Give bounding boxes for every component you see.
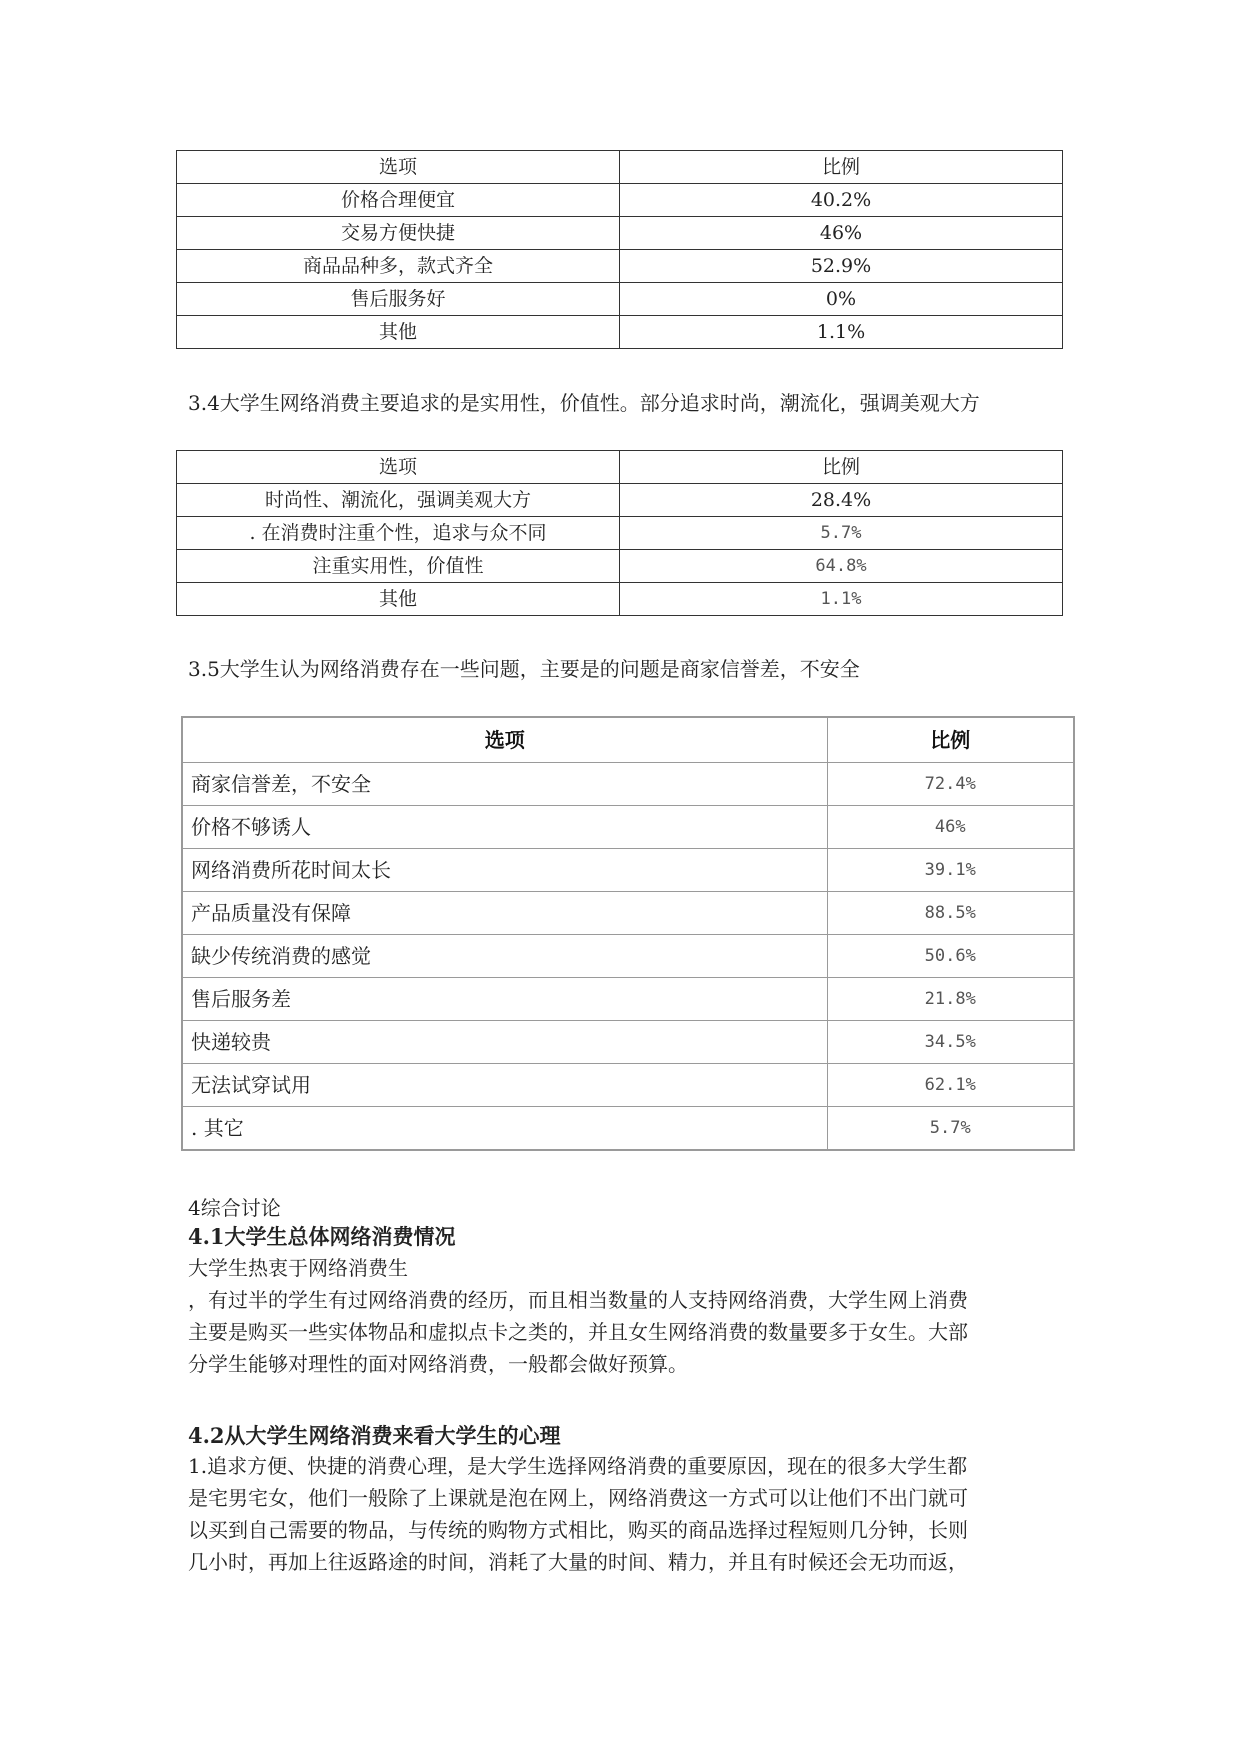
ratio-cell: 1.1% bbox=[620, 583, 1063, 616]
section-4-2-title: 4.2从大学生网络消费来看大学生的心理 bbox=[188, 1423, 561, 1448]
table-row bbox=[182, 892, 1074, 935]
option-cell: . 其它 bbox=[182, 1107, 827, 1151]
ratio-cell: 5.7% bbox=[620, 517, 1063, 550]
paragraph-line: 主要是购买一些实体物品和虚拟点卡之类的，并且女生网络消费的数量要多于女生。大部 bbox=[188, 1320, 968, 1344]
paragraph-line: 分学生能够对理性的面对网络消费，一般都会做好预算。 bbox=[188, 1352, 688, 1376]
ratio-cell: 50.6% bbox=[827, 935, 1074, 978]
section-heading-3-5: 3.5大学生认为网络消费存在一些问题，主要是的问题是商家信誉差，不安全 bbox=[188, 657, 860, 681]
option-cell: 价格合理便宜 bbox=[177, 184, 620, 217]
option-cell: 时尚性、潮流化，强调美观大方 bbox=[177, 484, 620, 517]
table-row bbox=[182, 1107, 1074, 1151]
header-ratio: 比例 bbox=[620, 151, 1063, 184]
ratio-cell: 52.9% bbox=[620, 250, 1063, 283]
table-row bbox=[177, 583, 1063, 616]
ratio-cell: 46% bbox=[620, 217, 1063, 250]
table-row bbox=[177, 250, 1063, 283]
header-option: 选项 bbox=[177, 451, 620, 484]
ratio-cell: 5.7% bbox=[827, 1107, 1074, 1151]
table-row bbox=[182, 1021, 1074, 1064]
paragraph-line: 大学生热衷于网络消费生 bbox=[188, 1256, 408, 1280]
ratio-cell: 72.4% bbox=[827, 763, 1074, 806]
table-header-row bbox=[177, 151, 1063, 184]
section-4-title: 4综合讨论 bbox=[188, 1196, 281, 1220]
ratio-cell: 39.1% bbox=[827, 849, 1074, 892]
option-cell: 产品质量没有保障 bbox=[182, 892, 827, 935]
option-cell: 售后服务差 bbox=[182, 978, 827, 1021]
ratio-cell: 34.5% bbox=[827, 1021, 1074, 1064]
option-cell: 无法试穿试用 bbox=[182, 1064, 827, 1107]
ratio-cell: 21.8% bbox=[827, 978, 1074, 1021]
table-row bbox=[177, 316, 1063, 349]
table-row bbox=[177, 517, 1063, 550]
section-4-1-body bbox=[188, 1252, 1048, 1380]
paragraph-line: ，有过半的学生有过网络消费的经历，而且相当数量的人支持网络消费，大学生网上消费 bbox=[188, 1288, 968, 1312]
table-row bbox=[177, 283, 1063, 316]
table-row bbox=[182, 1064, 1074, 1107]
ratio-cell: 40.2% bbox=[620, 184, 1063, 217]
option-cell: 价格不够诱人 bbox=[182, 806, 827, 849]
header-ratio: 比例 bbox=[827, 717, 1074, 763]
ratio-cell: 1.1% bbox=[620, 316, 1063, 349]
table-header-row bbox=[182, 717, 1074, 763]
option-cell: 网络消费所花时间太长 bbox=[182, 849, 827, 892]
table-row bbox=[182, 806, 1074, 849]
option-cell: . 在消费时注重个性，追求与众不同 bbox=[177, 517, 620, 550]
option-cell: 商品品种多，款式齐全 bbox=[177, 250, 620, 283]
ratio-cell: 46% bbox=[827, 806, 1074, 849]
ratio-cell: 64.8% bbox=[620, 550, 1063, 583]
paragraph-line: 几小时，再加上往返路途的时间，消耗了大量的时间、精力，并且有时候还会无功而返， bbox=[188, 1550, 968, 1574]
option-cell: 其他 bbox=[177, 316, 620, 349]
option-cell: 注重实用性，价值性 bbox=[177, 550, 620, 583]
header-option: 选项 bbox=[182, 717, 827, 763]
paragraph-line: 是宅男宅女，他们一般除了上课就是泡在网上，网络消费这一方式可以让他们不出门就可 bbox=[188, 1486, 968, 1510]
table-row bbox=[177, 484, 1063, 517]
paragraph-line: 以买到自己需要的物品，与传统的购物方式相比，购买的商品选择过程短则几分钟，长则 bbox=[188, 1518, 968, 1542]
table-header-row bbox=[177, 451, 1063, 484]
reason-table bbox=[176, 150, 1063, 349]
table-row bbox=[177, 184, 1063, 217]
table-row bbox=[177, 550, 1063, 583]
option-cell: 缺少传统消费的感觉 bbox=[182, 935, 827, 978]
table-row bbox=[182, 849, 1074, 892]
problem-table bbox=[181, 716, 1075, 1151]
header-option: 选项 bbox=[177, 151, 620, 184]
ratio-cell: 0% bbox=[620, 283, 1063, 316]
ratio-cell: 62.1% bbox=[827, 1064, 1074, 1107]
option-cell: 交易方便快捷 bbox=[177, 217, 620, 250]
table-row bbox=[182, 763, 1074, 806]
paragraph-line: 1.追求方便、快捷的消费心理，是大学生选择网络消费的重要原因，现在的很多大学生都 bbox=[188, 1454, 968, 1478]
table-row bbox=[182, 978, 1074, 1021]
section-4-2-body bbox=[188, 1450, 1048, 1578]
option-cell: 售后服务好 bbox=[177, 283, 620, 316]
ratio-cell: 88.5% bbox=[827, 892, 1074, 935]
option-cell: 快递较贵 bbox=[182, 1021, 827, 1064]
header-ratio: 比例 bbox=[620, 451, 1063, 484]
option-cell: 商家信誉差，不安全 bbox=[182, 763, 827, 806]
table-row bbox=[182, 935, 1074, 978]
table-row bbox=[177, 217, 1063, 250]
section-heading-3-4: 3.4大学生网络消费主要追求的是实用性，价值性。部分追求时尚，潮流化，强调美观大方 bbox=[188, 391, 980, 415]
pursuit-table bbox=[176, 450, 1063, 616]
option-cell: 其他 bbox=[177, 583, 620, 616]
section-4-1-title: 4.1大学生总体网络消费情况 bbox=[188, 1224, 456, 1249]
ratio-cell: 28.4% bbox=[620, 484, 1063, 517]
